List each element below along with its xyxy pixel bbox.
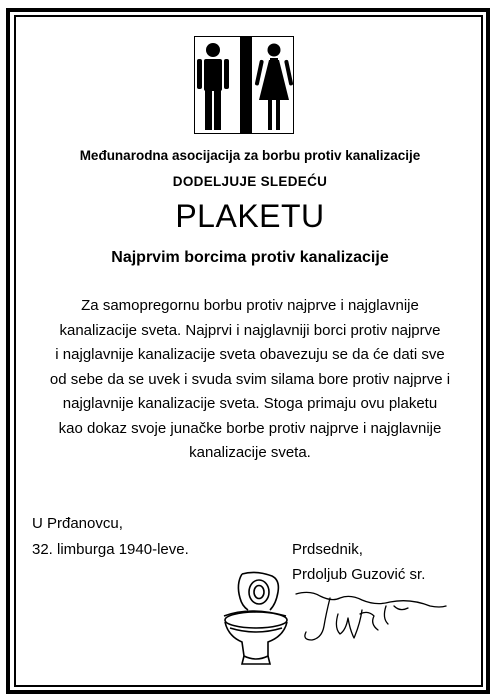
citation-line: i najglavnije kanalizacije sveta obavezuju se da će dati sve — [55, 346, 445, 363]
plaque-title: PLAKETU — [175, 198, 325, 234]
date-line: 32. limburga 1940-leve. — [32, 541, 189, 558]
citation-line: kanalizacije sveta. Najprvi i najglavniji borci protiv najprve — [59, 321, 441, 339]
signatory-title: Prdsednik, — [292, 541, 363, 558]
citation-line: od sebe da se uvek i svuda svim silama bore protiv najprve i — [49, 370, 451, 388]
signatory-name: Prdoljub Guzović sr. — [292, 566, 426, 583]
restroom-sign-icon — [194, 36, 294, 134]
plaque-subtitle: Najprvim borcima protiv kanalizacije — [111, 249, 389, 266]
citation-line: kao dokaz svoje junačke borbe protiv najprve i najglavnije — [58, 419, 442, 437]
man-icon — [197, 43, 229, 130]
citation-line: Za samopregornu borbu protiv najprve i najglavnije — [81, 297, 419, 314]
toilet-icon — [220, 570, 292, 666]
woman-icon — [255, 44, 294, 131]
citation-text — [20, 294, 480, 466]
handwritten-signature — [290, 588, 450, 648]
place-line: U Prđanovcu, — [32, 515, 123, 532]
organization-heading: Međunarodna asocijacija za borbu protiv kanalizacije — [79, 148, 421, 163]
citation-line: kanalizacije sveta. — [189, 444, 311, 461]
citation-line: najglavnije kanalizacije sveta. Stoga primaju ovu plaketu — [62, 395, 438, 412]
awards-heading: DODELJUJE SLEDEĆU — [172, 174, 328, 189]
